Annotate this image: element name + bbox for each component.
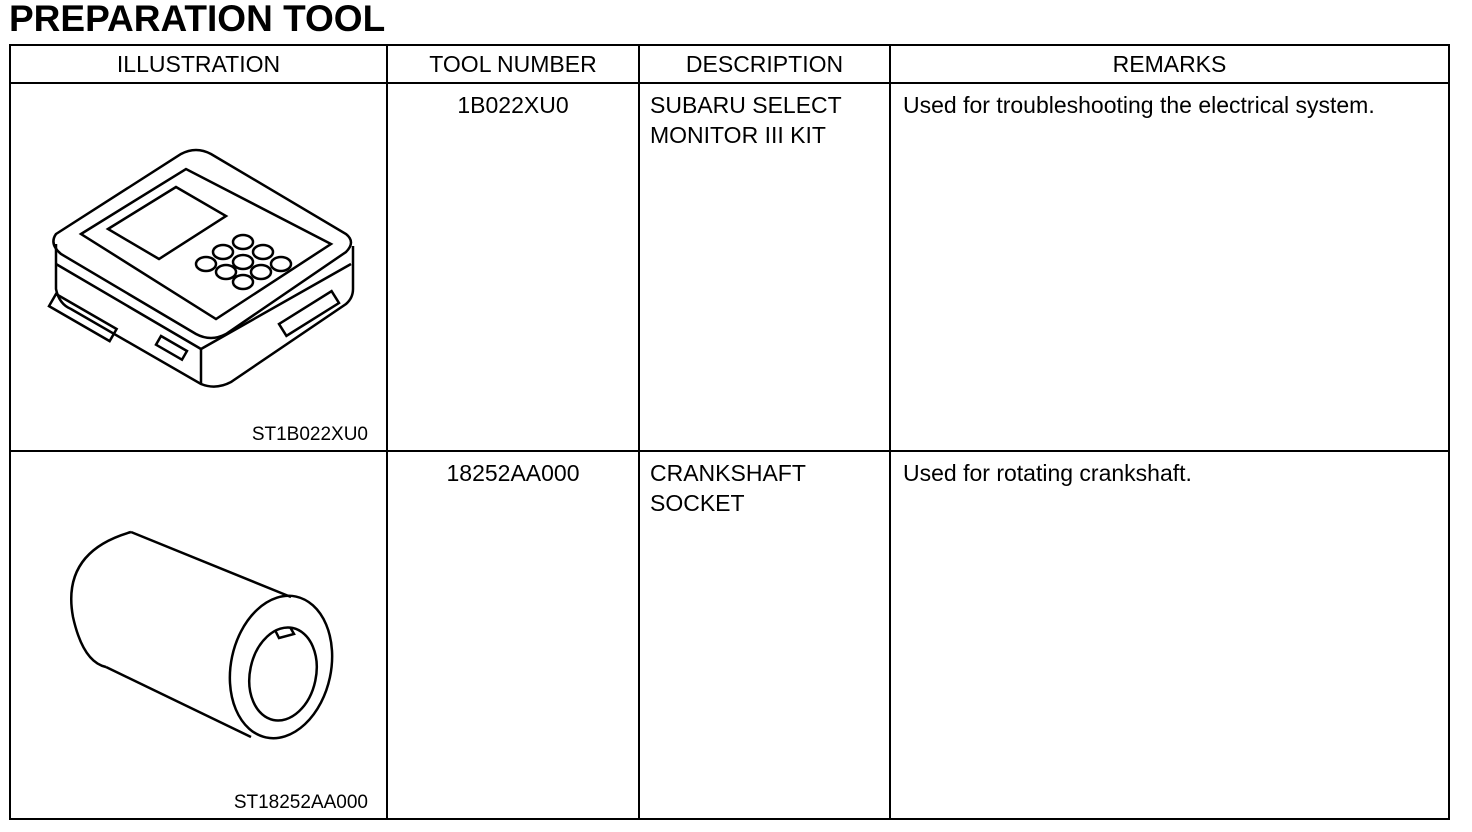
crankshaft-socket-illustration (11, 452, 386, 818)
column-header-remarks: REMARKS (890, 45, 1449, 83)
page-title: PREPARATION TOOL (9, 0, 386, 39)
remarks-cell (890, 83, 1449, 451)
illustration-cell (10, 451, 387, 819)
tool-number: 18252AA000 (446, 460, 580, 486)
illustration-code: ST18252AA000 (233, 792, 368, 813)
table-row (10, 451, 1449, 819)
tool-number-cell (387, 83, 639, 451)
description-line: SOCKET (650, 490, 745, 516)
remarks-cell (890, 451, 1449, 819)
column-header-illustration: ILLUSTRATION (10, 45, 387, 83)
illustration-cell (10, 83, 387, 451)
select-monitor-illustration (11, 84, 386, 450)
tool-number: 1B022XU0 (457, 92, 569, 118)
description-cell (639, 83, 890, 451)
tool-number-cell (387, 451, 639, 819)
description-line: SUBARU SELECT (650, 92, 842, 118)
description-line: MONITOR III KIT (650, 122, 826, 148)
description-cell (639, 451, 890, 819)
table-header-row (10, 45, 1449, 83)
preparation-tool-table (9, 44, 1450, 820)
remarks: Used for troubleshooting the electrical system. (903, 92, 1375, 118)
column-header-tool-number: TOOL NUMBER (387, 45, 639, 83)
description-line: CRANKSHAFT (650, 460, 806, 486)
column-header-description: DESCRIPTION (639, 45, 890, 83)
remarks: Used for rotating crankshaft. (903, 460, 1192, 486)
illustration-code: ST1B022XU0 (251, 424, 368, 445)
table-row (10, 83, 1449, 451)
